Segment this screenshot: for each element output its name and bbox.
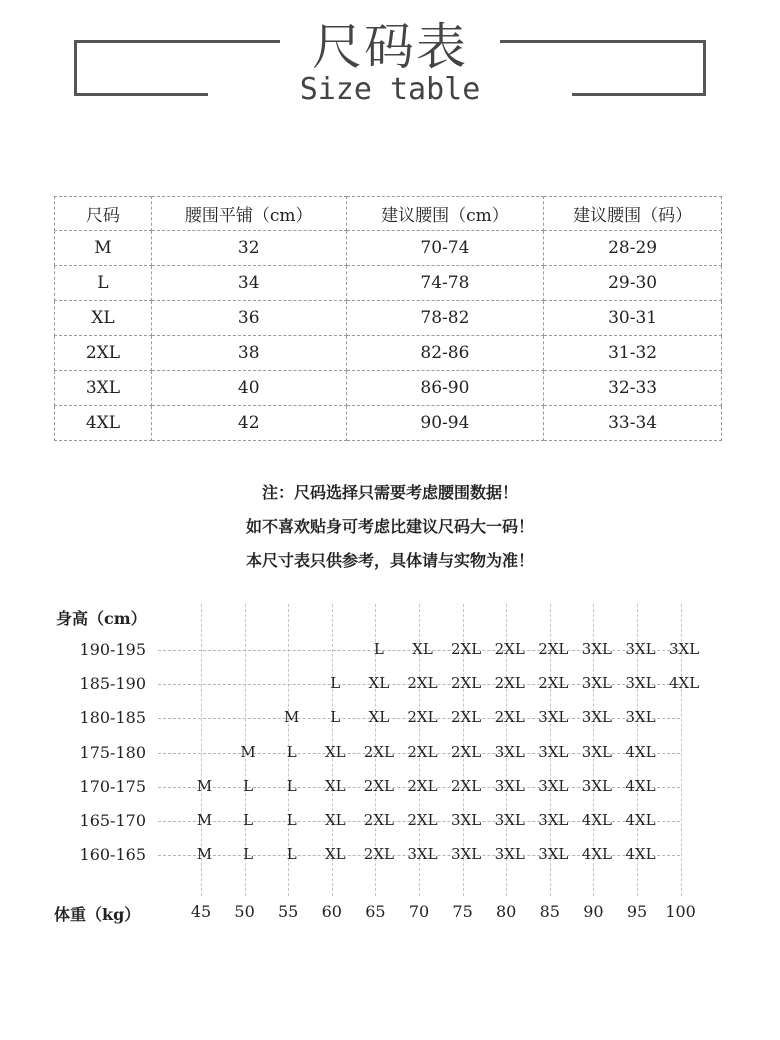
size-grid-cell: 2XL xyxy=(538,640,569,658)
table-row xyxy=(55,371,722,406)
cell-waist-code: 29-30 xyxy=(544,266,722,301)
height-row-label: 175-180 xyxy=(79,742,146,762)
size-grid-cell: 3XL xyxy=(538,776,569,795)
cell-size: XL xyxy=(55,301,152,336)
weight-tick-label: 75 xyxy=(452,902,473,921)
cell-waist-cm: 70-74 xyxy=(346,231,544,266)
size-grid-cell: 3XL xyxy=(494,811,525,829)
cell-waist-cm: 90-94 xyxy=(346,406,544,441)
size-grid-cell: 2XL xyxy=(363,845,394,864)
col-header-waist-cm: 建议腰围（cm） xyxy=(346,197,544,231)
height-row-label: 165-170 xyxy=(79,811,146,830)
weight-tick-label: 80 xyxy=(496,902,517,921)
size-grid-cell: 4XL xyxy=(668,674,700,693)
cell-waist-cm: 82-86 xyxy=(346,336,544,371)
cell-size: 4XL xyxy=(55,406,152,441)
size-grid-cell: 4XL xyxy=(581,845,612,864)
size-grid-cell: M xyxy=(284,708,300,727)
size-grid-cell: L xyxy=(330,674,341,693)
size-grid-cell: 4XL xyxy=(625,811,656,829)
size-grid-cell: XL xyxy=(324,811,346,829)
size-grid-cell: L xyxy=(330,708,341,727)
cell-waist-code: 32-33 xyxy=(544,371,722,406)
cell-waist-flat: 42 xyxy=(151,406,346,441)
height-row-label: 180-185 xyxy=(79,708,146,728)
cell-waist-flat: 34 xyxy=(151,266,346,301)
weight-tick-label: 100 xyxy=(665,902,696,921)
size-grid-cell: 3XL xyxy=(494,845,525,864)
size-grid-cell: 2XL xyxy=(450,640,482,658)
size-grid-cell: 3XL xyxy=(625,708,656,727)
size-grid-cell: 3XL xyxy=(581,640,612,658)
size-grid-cell: 3XL xyxy=(494,742,525,761)
size-grid-cell: 2XL xyxy=(494,708,525,727)
size-grid-cell: 2XL xyxy=(494,640,525,658)
weight-tick-label: 60 xyxy=(321,902,342,921)
cell-waist-code: 31-32 xyxy=(544,336,722,371)
cell-waist-code: 33-34 xyxy=(544,406,722,441)
cell-waist-flat: 38 xyxy=(151,336,346,371)
weight-tick-label: 70 xyxy=(408,902,430,921)
size-grid-cell: 3XL xyxy=(538,708,569,727)
size-grid-cell: 2XL xyxy=(363,776,394,795)
cell-size: M xyxy=(55,231,152,266)
col-header-waist-code: 建议腰围（码） xyxy=(544,197,722,231)
cell-waist-cm: 86-90 xyxy=(346,371,544,406)
size-grid-cell: 2XL xyxy=(407,811,438,829)
size-grid-cell: 2XL xyxy=(450,708,482,727)
size-table xyxy=(54,196,722,441)
page-subtitle: Size table xyxy=(299,72,481,107)
height-row-label: 185-190 xyxy=(79,674,146,694)
size-grid-cell: XL xyxy=(324,776,346,795)
size-grid-cell: L xyxy=(243,845,254,864)
size-grid-cell: 3XL xyxy=(494,776,525,795)
cell-size: L xyxy=(55,266,152,301)
table-row xyxy=(55,266,722,301)
size-grid-cell: 3XL xyxy=(407,845,438,864)
size-grid-cell: L xyxy=(373,640,384,658)
size-grid-cell: XL xyxy=(324,845,346,864)
height-row-label: 190-195 xyxy=(79,640,146,659)
size-grid-cell: L xyxy=(286,811,297,829)
cell-size: 2XL xyxy=(55,336,152,371)
weight-tick-label: 45 xyxy=(190,902,212,921)
table-row xyxy=(55,301,722,336)
cell-waist-cm: 78-82 xyxy=(346,301,544,336)
size-grid-cell: 4XL xyxy=(625,742,656,761)
size-grid-cell: 2XL xyxy=(450,674,482,693)
note-line-1: 注：尺码选择只需要考虑腰围数据！ xyxy=(261,483,518,502)
size-grid-cell: L xyxy=(286,742,297,761)
size-grid-cell: 3XL xyxy=(581,674,612,693)
table-row xyxy=(55,231,722,266)
weight-tick-label: 50 xyxy=(234,902,255,921)
size-grid-cell: 3XL xyxy=(450,811,482,829)
weight-tick-label: 55 xyxy=(278,902,299,921)
cell-waist-cm: 74-78 xyxy=(346,266,544,301)
cell-waist-flat: 40 xyxy=(151,371,346,406)
chart-x-axis-label: 体重（kg） xyxy=(54,905,141,924)
cell-waist-flat: 32 xyxy=(151,231,346,266)
size-grid-cell: 2XL xyxy=(407,674,438,693)
size-grid-cell: 3XL xyxy=(538,742,569,761)
size-grid-cell: 3XL xyxy=(581,776,612,795)
size-grid-cell: 2XL xyxy=(450,776,482,795)
size-grid-cell: M xyxy=(196,845,213,864)
size-grid-cell: 2XL xyxy=(363,742,394,761)
note-line-3: 本尺寸表只供参考，具体请与实物为准！ xyxy=(245,551,534,570)
size-grid-cell: XL xyxy=(368,708,390,727)
size-grid-cell: 3XL xyxy=(450,845,482,864)
size-grid-cell: 2XL xyxy=(450,742,482,761)
size-grid-cell: L xyxy=(243,811,254,829)
weight-tick-label: 65 xyxy=(365,902,386,921)
height-row-label: 160-165 xyxy=(79,845,146,865)
size-grid-cell: 4XL xyxy=(581,811,612,829)
size-grid-cell: 2XL xyxy=(407,776,438,795)
weight-tick-label: 90 xyxy=(583,902,604,921)
table-row xyxy=(55,336,722,371)
size-grid-cell: 3XL xyxy=(581,708,612,727)
height-row-label: 170-175 xyxy=(79,776,146,796)
cell-size: 3XL xyxy=(55,371,152,406)
size-grid-cell: 3XL xyxy=(538,811,569,829)
note-line-2: 如不喜欢贴身可考虑比建议尺码大一码！ xyxy=(245,517,534,536)
size-grid-cell: L xyxy=(243,776,254,795)
size-grid-cell: 4XL xyxy=(625,845,656,864)
size-grid-cell: M xyxy=(196,811,213,829)
size-grid-cell: 2XL xyxy=(494,674,525,693)
size-grid-cell: XL xyxy=(368,674,390,693)
size-grid-cell: 3XL xyxy=(538,845,569,864)
size-grid-cell: 3XL xyxy=(625,640,656,658)
size-grid-cell: 3XL xyxy=(625,674,656,693)
size-grid-cell: M xyxy=(196,776,213,795)
table-row xyxy=(55,406,722,441)
cell-waist-code: 28-29 xyxy=(544,231,722,266)
size-grid-cell: XL xyxy=(412,640,433,658)
col-header-waist-flat: 腰围平铺（cm） xyxy=(151,197,346,231)
size-grid-cell: 2XL xyxy=(538,674,569,693)
cell-waist-code: 30-31 xyxy=(544,301,722,336)
size-grid-cell: 2XL xyxy=(407,708,438,727)
page-title: 尺码表 xyxy=(312,18,468,76)
size-grid-cell: 3XL xyxy=(668,640,700,658)
size-grid-cell: L xyxy=(286,845,297,864)
size-grid-cell: 2XL xyxy=(363,811,394,829)
size-grid-cell: 4XL xyxy=(625,776,656,795)
size-grid-cell: L xyxy=(286,776,297,795)
table-header-row xyxy=(55,197,722,231)
cell-waist-flat: 36 xyxy=(151,301,346,336)
weight-tick-label: 95 xyxy=(626,902,648,921)
size-grid-cell: 3XL xyxy=(581,742,612,761)
size-grid-cell: M xyxy=(240,742,256,761)
col-header-size: 尺码 xyxy=(55,197,152,231)
chart-y-axis-label: 身高（cm） xyxy=(56,609,147,628)
size-grid-cell: 2XL xyxy=(407,742,438,761)
size-grid-cell: XL xyxy=(324,742,346,761)
weight-tick-label: 85 xyxy=(539,902,560,921)
